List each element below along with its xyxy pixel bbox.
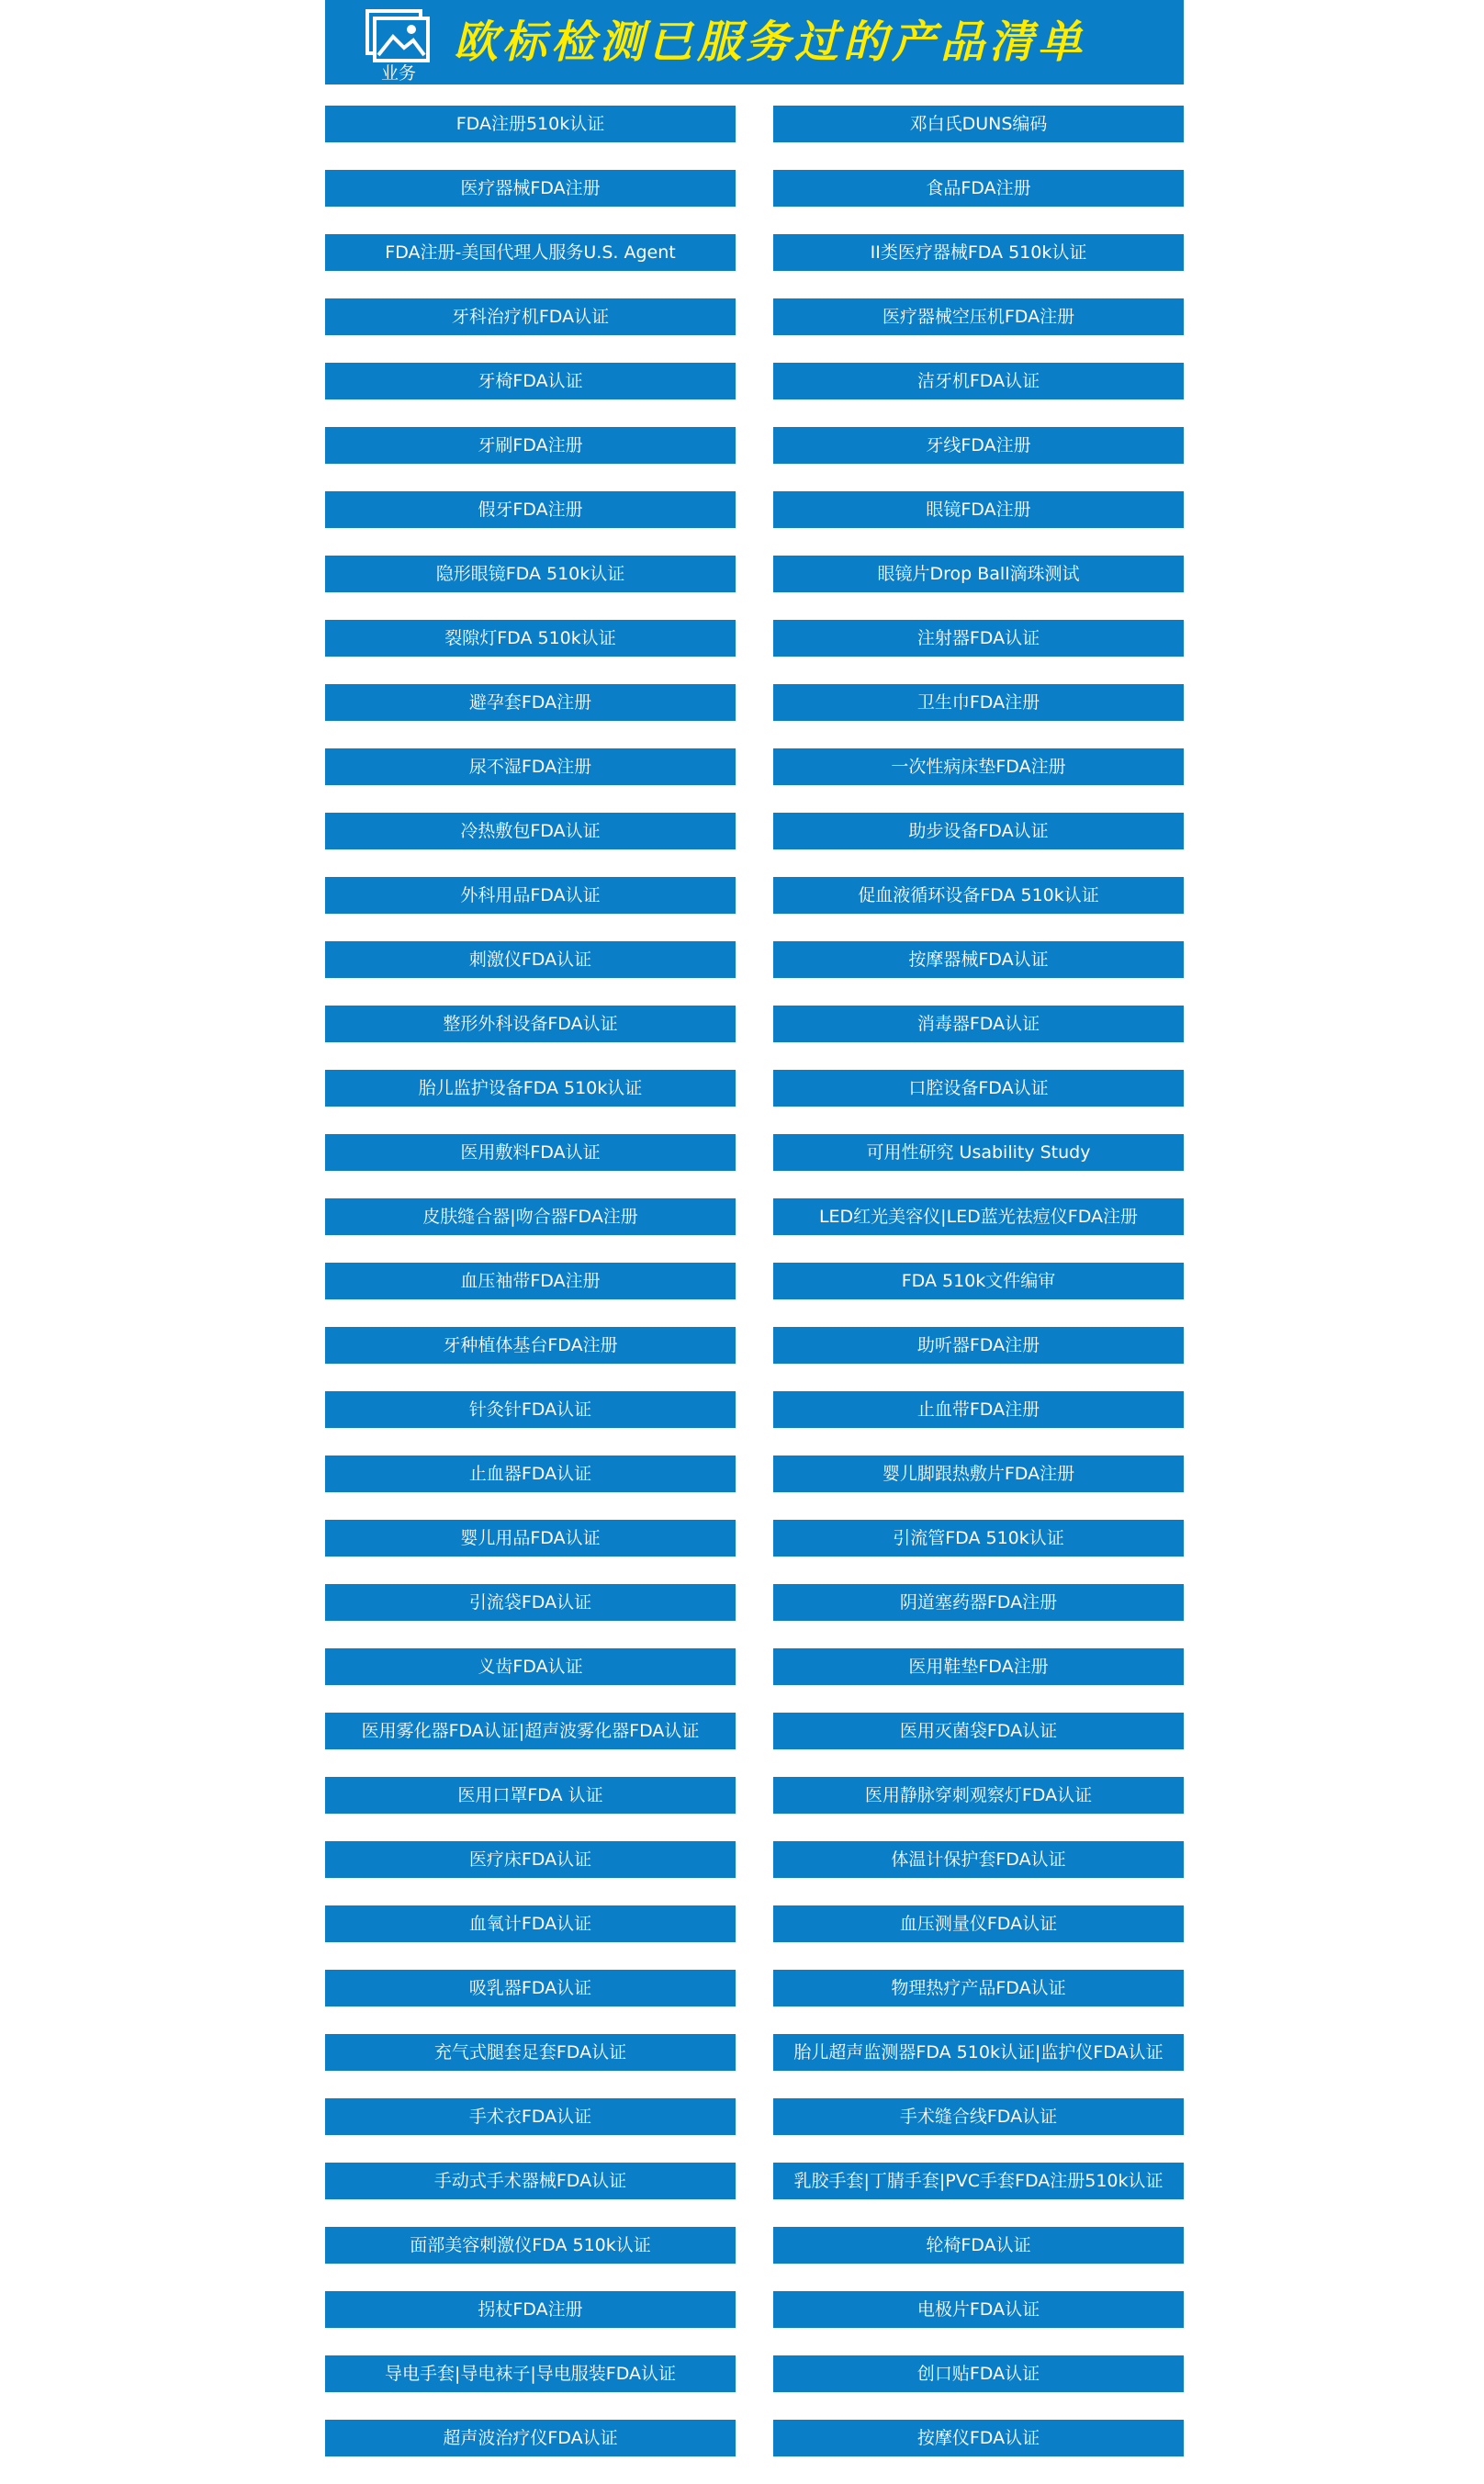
product-link[interactable]: 消毒器FDA认证 — [773, 1006, 1184, 1042]
product-link[interactable]: 眼镜片Drop Ball滴珠测试 — [773, 556, 1184, 592]
product-link[interactable]: 轮椅FDA认证 — [773, 2227, 1184, 2264]
product-link[interactable]: 尿不湿FDA注册 — [325, 748, 736, 785]
product-row — [325, 106, 1184, 142]
product-link[interactable]: 婴儿脚跟热敷片FDA注册 — [773, 1456, 1184, 1492]
product-link[interactable]: 阴道塞药器FDA注册 — [773, 1584, 1184, 1621]
product-row — [325, 2163, 1184, 2199]
product-row — [325, 1198, 1184, 1235]
product-link[interactable]: 外科用品FDA认证 — [325, 877, 736, 914]
product-row — [325, 877, 1184, 914]
product-link[interactable]: 皮肤缝合器|吻合器FDA注册 — [325, 1198, 736, 1235]
product-link[interactable]: 刺激仪FDA认证 — [325, 941, 736, 978]
product-link[interactable]: 避孕套FDA注册 — [325, 684, 736, 721]
product-row — [325, 1520, 1184, 1557]
product-row — [325, 170, 1184, 207]
product-list-panel — [325, 0, 1184, 2448]
product-row — [325, 491, 1184, 528]
product-link[interactable]: 创口贴FDA认证 — [773, 2355, 1184, 2392]
product-link[interactable]: 手术缝合线FDA认证 — [773, 2098, 1184, 2135]
page-title: 欧标检测已服务过的产品清单 — [454, 17, 1087, 68]
product-link[interactable]: 假牙FDA注册 — [325, 491, 736, 528]
product-row — [325, 2420, 1184, 2456]
product-row — [325, 620, 1184, 657]
product-row — [325, 1970, 1184, 2006]
product-row — [325, 941, 1184, 978]
product-row — [325, 684, 1184, 721]
product-link[interactable]: II类医疗器械FDA 510k认证 — [773, 234, 1184, 271]
product-link[interactable]: 隐形眼镜FDA 510k认证 — [325, 556, 736, 592]
product-link[interactable]: FDA 510k文件编审 — [773, 1263, 1184, 1299]
product-row — [325, 1263, 1184, 1299]
product-row — [325, 1713, 1184, 1749]
product-link[interactable]: 整形外科设备FDA认证 — [325, 1006, 736, 1042]
product-link[interactable]: 助听器FDA注册 — [773, 1327, 1184, 1364]
product-link[interactable]: 食品FDA注册 — [773, 170, 1184, 207]
product-link[interactable]: 医用静脉穿刺观察灯FDA认证 — [773, 1777, 1184, 1814]
product-row — [325, 1584, 1184, 1621]
product-row — [325, 556, 1184, 592]
business-badge — [364, 9, 430, 84]
product-link[interactable]: 导电手套|导电袜子|导电服装FDA认证 — [325, 2355, 736, 2392]
product-link[interactable]: 拐杖FDA注册 — [325, 2291, 736, 2328]
business-label: 业务 — [380, 63, 416, 84]
product-row — [325, 1070, 1184, 1107]
product-link[interactable]: 注射器FDA认证 — [773, 620, 1184, 657]
product-row — [325, 2227, 1184, 2264]
product-link[interactable]: 牙线FDA注册 — [773, 427, 1184, 464]
product-link[interactable]: 医用鞋垫FDA注册 — [773, 1648, 1184, 1685]
product-row — [325, 1456, 1184, 1492]
product-link[interactable]: 裂隙灯FDA 510k认证 — [325, 620, 736, 657]
product-link[interactable]: 可用性研究 Usability Study — [773, 1134, 1184, 1171]
product-link[interactable]: FDA注册-美国代理人服务U.S. Agent — [325, 234, 736, 271]
product-link[interactable]: 医疗床FDA认证 — [325, 1841, 736, 1878]
product-link[interactable]: 手动式手术器械FDA认证 — [325, 2163, 736, 2199]
product-link[interactable]: 义齿FDA认证 — [325, 1648, 736, 1685]
product-row — [325, 234, 1184, 271]
product-link[interactable]: 冷热敷包FDA认证 — [325, 813, 736, 849]
product-link[interactable]: 胎儿超声监测器FDA 510k认证|监护仪FDA认证 — [773, 2034, 1184, 2071]
product-grid — [325, 106, 1184, 2484]
product-link[interactable]: 眼镜FDA注册 — [773, 491, 1184, 528]
product-link[interactable]: 电极片FDA认证 — [773, 2291, 1184, 2328]
product-row — [325, 748, 1184, 785]
product-link[interactable]: 引流管FDA 510k认证 — [773, 1520, 1184, 1557]
product-link[interactable]: 胎儿监护设备FDA 510k认证 — [325, 1070, 736, 1107]
product-link[interactable]: 牙椅FDA认证 — [325, 363, 736, 399]
image-icon — [364, 9, 430, 64]
product-link[interactable]: 邓白氏DUNS编码 — [773, 106, 1184, 142]
product-row — [325, 1391, 1184, 1428]
product-link[interactable]: 牙种植体基台FDA注册 — [325, 1327, 736, 1364]
product-link[interactable]: 按摩仪FDA认证 — [773, 2420, 1184, 2456]
product-link[interactable]: 促血液循环设备FDA 510k认证 — [773, 877, 1184, 914]
product-link[interactable]: LED红光美容仪|LED蓝光祛痘仪FDA注册 — [773, 1198, 1184, 1235]
product-link[interactable]: 洁牙机FDA认证 — [773, 363, 1184, 399]
header-banner — [325, 0, 1184, 84]
product-link[interactable]: 针灸针FDA认证 — [325, 1391, 736, 1428]
product-link[interactable]: 引流袋FDA认证 — [325, 1584, 736, 1621]
product-row — [325, 2355, 1184, 2392]
product-row — [325, 2098, 1184, 2135]
product-row — [325, 813, 1184, 849]
product-link[interactable]: 乳胶手套|丁腈手套|PVC手套FDA注册510k认证 — [773, 2163, 1184, 2199]
product-row — [325, 298, 1184, 335]
product-link[interactable]: 吸乳器FDA认证 — [325, 1970, 736, 2006]
product-link[interactable]: FDA注册510k认证 — [325, 106, 736, 142]
product-row — [325, 363, 1184, 399]
product-link[interactable]: 按摩器械FDA认证 — [773, 941, 1184, 978]
product-link[interactable]: 卫生巾FDA注册 — [773, 684, 1184, 721]
product-link[interactable]: 婴儿用品FDA认证 — [325, 1520, 736, 1557]
product-link[interactable]: 血压测量仪FDA认证 — [773, 1905, 1184, 1942]
product-link[interactable]: 面部美容刺激仪FDA 510k认证 — [325, 2227, 736, 2264]
product-link[interactable]: 充气式腿套足套FDA认证 — [325, 2034, 736, 2071]
product-row — [325, 1905, 1184, 1942]
product-link[interactable]: 止血器FDA认证 — [325, 1456, 736, 1492]
product-link[interactable]: 物理热疗产品FDA认证 — [773, 1970, 1184, 2006]
product-row — [325, 1006, 1184, 1042]
product-link[interactable]: 医用雾化器FDA认证|超声波雾化器FDA认证 — [325, 1713, 736, 1749]
product-link[interactable]: 体温计保护套FDA认证 — [773, 1841, 1184, 1878]
product-link[interactable]: 牙科治疗机FDA认证 — [325, 298, 736, 335]
product-row — [325, 1777, 1184, 1814]
product-link[interactable]: 血氧计FDA认证 — [325, 1905, 736, 1942]
product-link[interactable]: 医用灭菌袋FDA认证 — [773, 1713, 1184, 1749]
product-link[interactable]: 医疗器械空压机FDA注册 — [773, 298, 1184, 335]
product-row — [325, 427, 1184, 464]
product-link[interactable]: 口腔设备FDA认证 — [773, 1070, 1184, 1107]
product-link[interactable]: 医疗器械FDA注册 — [325, 170, 736, 207]
product-row — [325, 2034, 1184, 2071]
product-link[interactable]: 止血带FDA注册 — [773, 1391, 1184, 1428]
product-link[interactable]: 血压袖带FDA注册 — [325, 1263, 736, 1299]
product-link[interactable]: 医用敷料FDA认证 — [325, 1134, 736, 1171]
product-row — [325, 1648, 1184, 1685]
product-link[interactable]: 助步设备FDA认证 — [773, 813, 1184, 849]
product-link[interactable]: 超声波治疗仪FDA认证 — [325, 2420, 736, 2456]
product-row — [325, 1134, 1184, 1171]
product-link[interactable]: 一次性病床垫FDA注册 — [773, 748, 1184, 785]
product-row — [325, 1327, 1184, 1364]
product-link[interactable]: 医用口罩FDA 认证 — [325, 1777, 736, 1814]
product-link[interactable]: 牙刷FDA注册 — [325, 427, 736, 464]
product-link[interactable]: 手术衣FDA认证 — [325, 2098, 736, 2135]
product-row — [325, 1841, 1184, 1878]
product-row — [325, 2291, 1184, 2328]
